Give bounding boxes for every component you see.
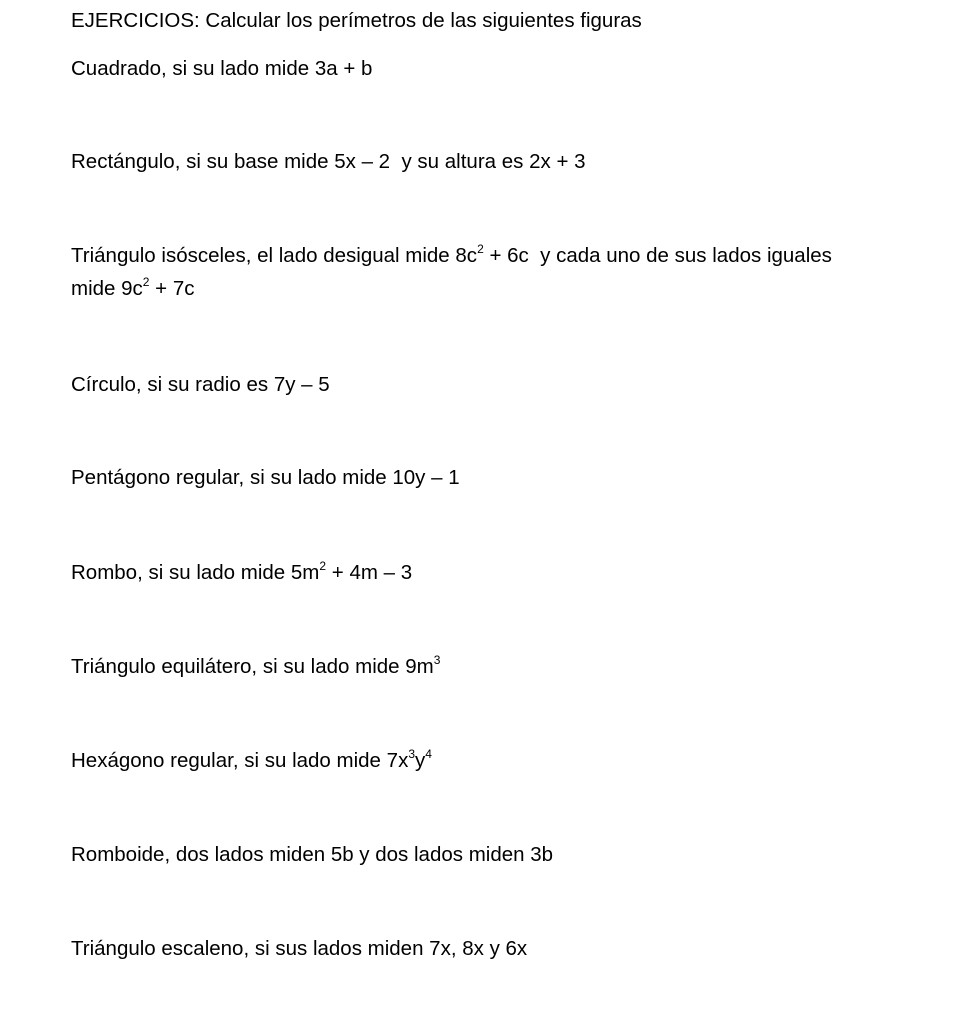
exercise-text: Romboide, dos lados miden 5b y dos lados miden 3b: [71, 843, 554, 866]
exercise-expression-exponent-2: 4: [425, 747, 432, 762]
exercise-rhomboid: [71, 842, 553, 868]
exercise-expression-exponent: 3: [433, 653, 441, 668]
exercise-expression-exponent: 2: [142, 275, 150, 290]
exercise-expression: 3a + b: [314, 57, 373, 80]
exercise-hexagon: [71, 748, 432, 774]
exercise-expression-rest: + 4m – 3: [326, 561, 413, 584]
exercise-text: Cuadrado, si su lado mide: [71, 57, 315, 80]
exercise-text-mid: y cada uno de sus lados iguales: [528, 244, 832, 267]
exercise-equilateral-triangle: [71, 654, 440, 680]
exercise-text: Rectángulo, si su base mide: [71, 150, 335, 173]
exercise-expression-rest: + 7c: [149, 277, 195, 300]
exercise-expression-exponent: 2: [477, 242, 484, 257]
exercise-pentagon: [71, 465, 460, 491]
exercises-heading: [71, 8, 642, 34]
heading-text: EJERCICIOS: Calcular los perímetros de las siguientes figuras: [71, 9, 642, 32]
exercise-text: Triángulo equilátero, si su lado mide: [71, 655, 406, 678]
exercise-rectangle: [71, 149, 586, 175]
exercise-expression-base: 5m: [290, 561, 320, 584]
exercise-text: Círculo, si su radio es: [71, 373, 274, 396]
exercise-scalene-triangle: [71, 936, 527, 962]
exercise-expression-rest: + 6c: [483, 244, 529, 267]
exercise-circle: [71, 372, 330, 398]
exercise-text: Rombo, si su lado mide: [71, 561, 291, 584]
exercise-isosceles-triangle: [71, 243, 832, 269]
exercise-expression-exponent: 2: [319, 559, 327, 574]
exercise-text-mid: y su altura es: [390, 150, 530, 173]
exercise-expression-base-2: y: [415, 749, 426, 772]
exercise-rhombus: [71, 560, 412, 586]
exercise-expression-base: 9c: [121, 277, 143, 300]
exercise-expression-exponent: 3: [408, 747, 416, 762]
exercise-expression-height: 2x + 3: [529, 150, 586, 173]
exercise-expression-base: 7x: [386, 749, 409, 772]
exercise-expression-base: 5x – 2: [334, 150, 391, 173]
exercise-expression-base: 9m: [405, 655, 434, 678]
exercise-text: mide: [71, 277, 122, 300]
exercise-expression-base: 8c: [455, 244, 478, 267]
exercise-text: Triángulo escaleno, si sus lados miden 7x, 8x y 6x: [71, 937, 528, 960]
exercise-text: Hexágono regular, si su lado mide: [71, 749, 387, 772]
exercise-expression: 7y – 5: [273, 373, 330, 396]
exercise-text: Pentágono regular, si su lado mide: [71, 466, 393, 489]
exercise-text: Triángulo isósceles, el lado desigual mide: [71, 244, 456, 267]
exercise-expression: 10y – 1: [392, 466, 460, 489]
exercise-isosceles-triangle-continued: [71, 276, 195, 302]
exercise-square: [71, 56, 372, 82]
